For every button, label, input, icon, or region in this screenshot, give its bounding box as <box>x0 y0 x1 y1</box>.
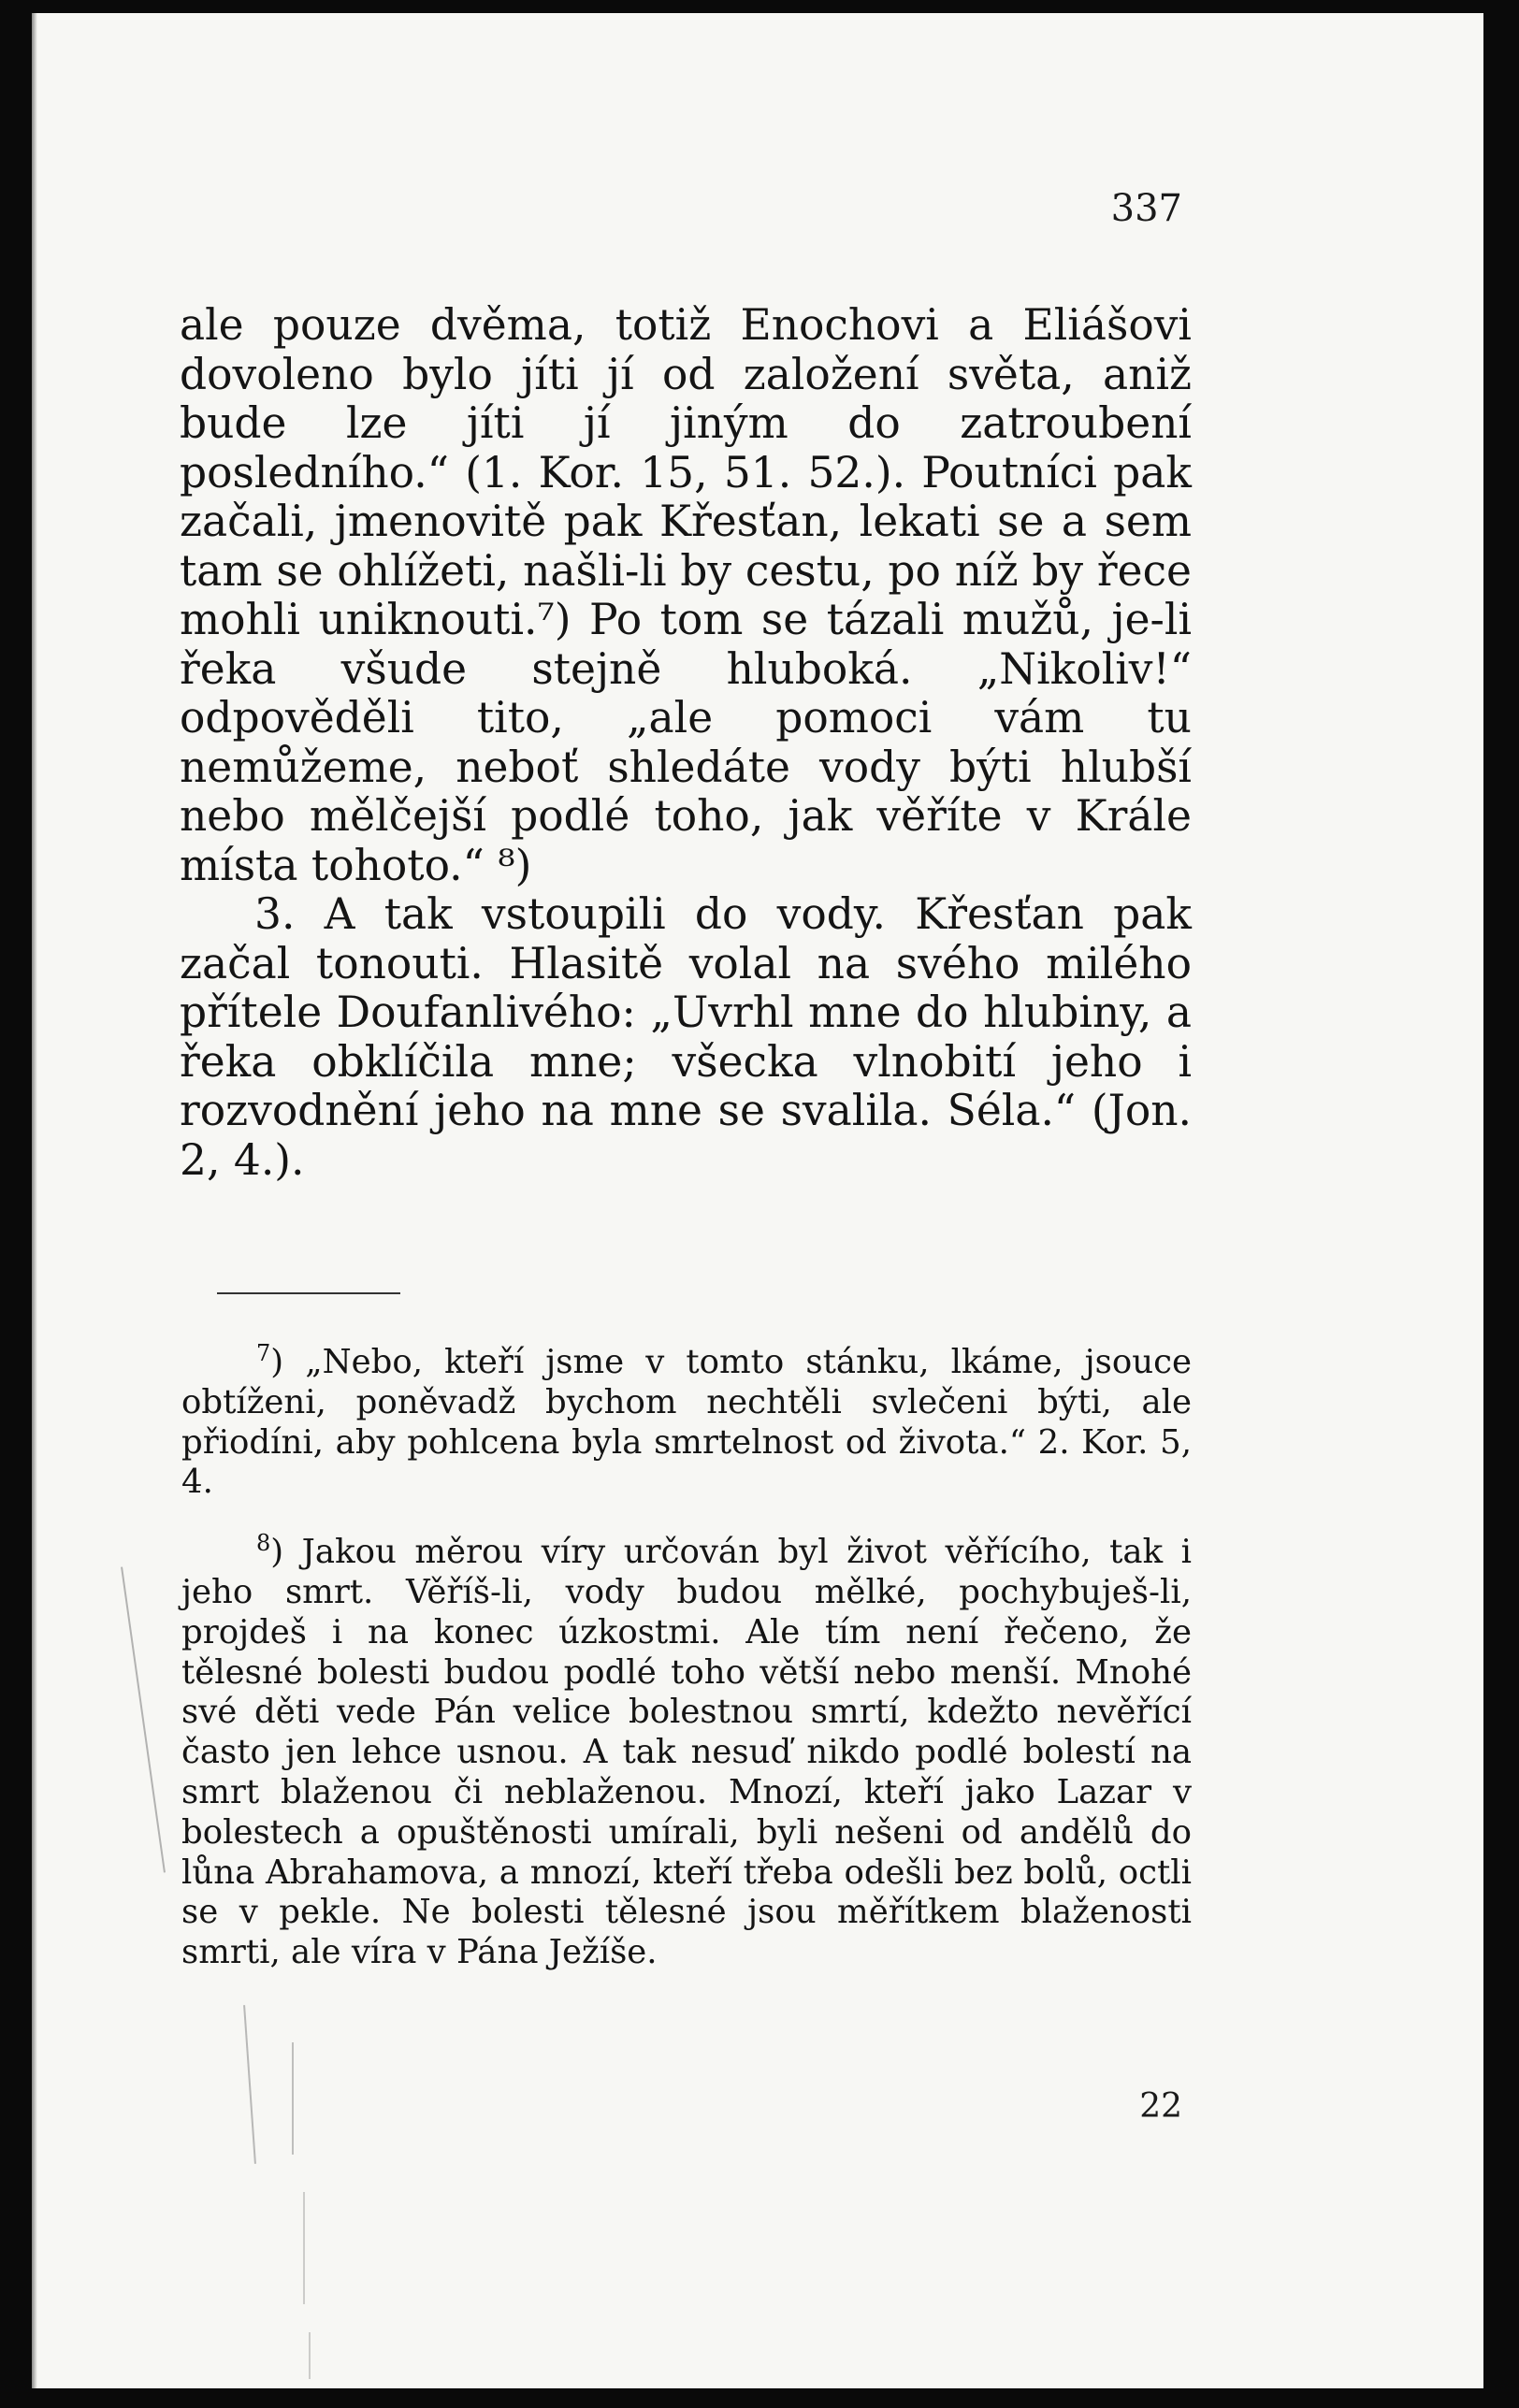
footnote-7-marker: 7 <box>256 1340 271 1367</box>
main-text <box>180 301 1192 1185</box>
footnotes <box>181 1340 1192 1973</box>
footnote-divider <box>217 1292 400 1294</box>
footnote-8 <box>181 1530 1192 1973</box>
paragraph-1: ale pouze dvěma, totiž Enochovi a Eliášovi dovoleno bylo jíti jí od založení světa, aniž bude lze jíti jí jiným do zatroubení posledního.“ (1. Kor. 15, 51. 52.). Poutníci pak začali, jmenovitě pak Křesťan, lekati se a sem tam se ohlížeti, našli-li by cestu, po níž by řece mohli uniknouti.⁷) Po tom se tázali mužů, je-li řeka všude stejně hluboká. „Nikoliv!“ odpověděli tito, „ale pomoci vám tu nemůžeme, neboť shledáte vody býti hlubší nebo mělčejší podlé toho, jak věříte v Krále místa tohoto.“ ⁸) <box>180 300 1192 890</box>
pencil-margin-line <box>303 2192 305 2304</box>
footnote-7 <box>181 1340 1192 1503</box>
page-gutter-shadow <box>32 13 37 2388</box>
page-number: 337 <box>1110 187 1182 230</box>
pencil-margin-line <box>292 2042 294 2155</box>
pencil-margin-line <box>243 2005 256 2164</box>
paragraph-2: 3. A tak vstoupili do vody. Křesťan pak začal tonouti. Hlasitě volal na svého milého přítele Doufanlivého: „Uvrhl mne do hlubiny, a řeka obklíčila mne; všecka vlnobití jeho i rozvodnění jeho na mne se svalila. Séla.“ (Jon. 2, 4.). <box>180 889 1192 1185</box>
footnote-8-marker: 8 <box>256 1530 271 1557</box>
footnote-7-text: ) „Nebo, kteří jsme v tomto stánku, lkáme, jsouce obtíženi, poněvadž bychom nechtěli svlečeni býti, ale přiodíni, aby pohlcena byla smrtelnost od života.“ 2. Kor. 5, 4. <box>181 1343 1192 1502</box>
signature-mark: 22 <box>1139 2087 1182 2126</box>
book-page <box>32 13 1483 2388</box>
pencil-margin-line <box>309 2332 311 2379</box>
footnote-8-text: ) Jakou měrou víry určován byl život věřícího, tak i jeho smrt. Věříš-li, vody budou mělké, pochybuješ-li, projdeš i na konec úzkostmi. Ale tím není řečeno, že tělesné bolesti budou podlé toho větší nebo menší. Mnohé své děti vede Pán velice bolestnou smrtí, kdežto nevěřící často jen lehce usnou. A tak nesuď nikdo podlé bolestí na smrt blaženou či neblaženou. Mnozí, kteří jako Lazar v bolestech a opuštěnosti umírali, byli nešeni od andělů do lůna Abrahamova, a mnozí, kteří třeba odešli bez bolů, octli se v pekle. Ne bolesti tělesné jsou měřítkem blaženosti smrti, ale víra v Pána Ježíše. <box>181 1533 1192 1972</box>
pencil-margin-line <box>121 1566 166 1872</box>
